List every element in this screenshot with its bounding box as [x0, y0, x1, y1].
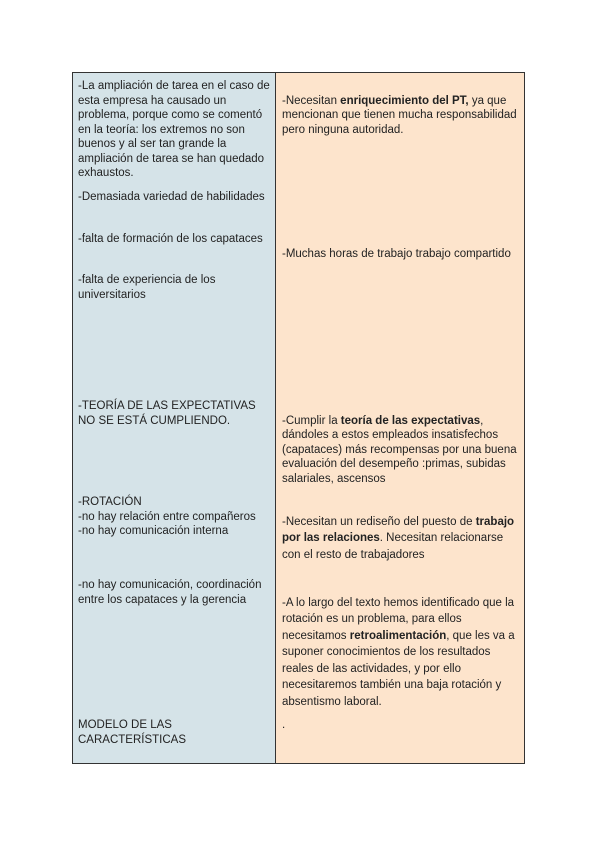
right-cell-1-bold: enriquecimiento del PT, — [340, 94, 469, 107]
right-cell-4-bold: trabajo por las relaciones — [282, 515, 515, 544]
left-cell-3: -falta de formación de los capataces — [78, 233, 263, 245]
left-cell-7: -no hay comunicación, coordinación entre los capataces y la gerencia — [78, 579, 262, 606]
left-cell-8: MODELO DE LAS CARACTERÍSTICAS — [78, 719, 186, 746]
right-cell-2 — [282, 232, 520, 261]
right-cell-3-pre: -Cumplir la — [282, 414, 341, 427]
right-cell-6-pre: . — [282, 718, 286, 731]
right-cell-1-post: ya que mencionan que tienen mucha responsabilidad pero ninguna autoridad. — [282, 94, 517, 136]
right-cell-1 — [282, 79, 520, 137]
left-cell-6: -ROTACIÓN -no hay relación entre compañeros -no hay comunicación interna — [78, 496, 256, 537]
right-cell-3-post: , dándoles a estos empleados insatisfechos (capataces) más recompensas por una buena evaluación del desempeño :primas, subidas salariales, ascensos — [282, 414, 517, 485]
right-cell-6 — [282, 703, 520, 732]
right-cell-3 — [282, 399, 520, 486]
right-cell-4 — [282, 497, 520, 563]
right-cell-1-pre: -Necesitan — [282, 94, 341, 107]
left-column — [73, 73, 276, 763]
right-cell-5-post: , que les va a suponer conocimientos de los resultados reales de las actividades, y por ello necesitaremos también una baja rotación y absentismo laboral. — [282, 629, 515, 708]
right-column — [276, 73, 524, 763]
left-cell-1: -La ampliación de tarea en el caso de esta empresa ha causado un problema, porque como se comentó en la teoría: los extremos no son buenos y al ser tan grande la ampliación de tarea se han quedado exhaustos. — [78, 80, 270, 179]
content-table — [72, 72, 525, 764]
right-cell-5-bold: retroalimentación — [349, 629, 447, 642]
right-cell-5 — [282, 578, 520, 710]
right-cell-4-post: . Necesitan relacionarse con el resto de trabajadores — [282, 532, 504, 561]
right-cell-4-pre: -Necesitan un rediseño del puesto de — [282, 515, 476, 528]
right-cell-3-bold: teoría de las expectativas — [340, 414, 481, 427]
right-cell-5-pre: -A lo largo del texto hemos identificado que la rotación es un problema, para ellos necesitamos — [282, 596, 515, 642]
left-cell-2: -Demasiada variedad de habilidades — [78, 191, 265, 203]
left-cell-4: -falta de experiencia de los universitarios — [78, 274, 216, 301]
left-cell-5: -TEORÍA DE LAS EXPECTATIVAS NO SE ESTÁ CUMPLIENDO. — [78, 400, 256, 427]
right-cell-2-pre: -Muchas horas de trabajo trabajo compartido — [282, 247, 511, 260]
